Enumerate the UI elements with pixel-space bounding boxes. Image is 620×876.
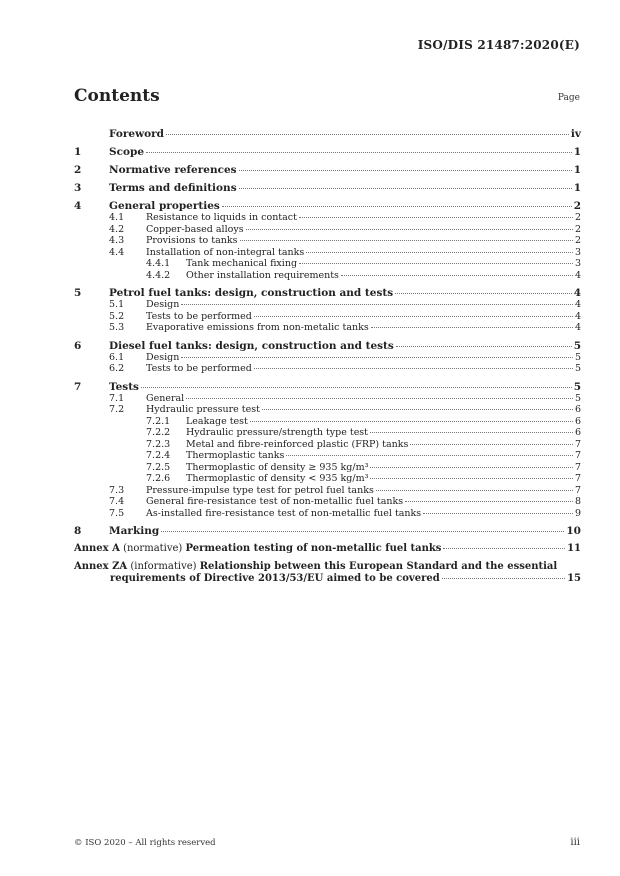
page-number: iii: [570, 837, 580, 848]
toc-entry-number: 1: [74, 146, 82, 158]
toc-entry-number: 5.1: [109, 299, 125, 310]
toc-entry-page: 7: [574, 450, 581, 461]
toc-entry-number: 7: [74, 380, 82, 393]
toc-entry-title: Installation of non-integral tanks: [146, 246, 305, 258]
toc-entry-title: Leakage test: [186, 415, 248, 427]
toc-entry[interactable]: [74, 164, 581, 176]
toc-entry-number: 7.4: [109, 496, 125, 507]
toc-entry-title: Design: [146, 351, 180, 363]
annex-kind: (informative): [130, 561, 197, 572]
dot-leader: [181, 357, 573, 358]
toc-entry-title: Hydraulic pressure test: [146, 404, 260, 415]
toc-entry-number: 7.2: [109, 404, 125, 415]
toc-entry-page: 1: [573, 146, 581, 158]
toc-entry-title: General fire-resistance test of non-metallic fuel tanks: [146, 496, 404, 507]
toc-entry-title: Diesel fuel tanks: design, construction and tests: [109, 339, 394, 352]
annex-first-line: [74, 543, 581, 555]
dot-leader: [395, 293, 572, 294]
toc-entry-number: 6: [74, 339, 82, 352]
toc-entry-page: 6: [574, 427, 581, 438]
toc-entry-page: 7: [574, 473, 581, 484]
dot-leader: [306, 252, 573, 253]
toc-entry-title: Thermoplastic of density < 935 kg/m³: [186, 473, 369, 484]
toc-entry-title: Tests to be performed: [146, 310, 252, 322]
document-id: ISO/DIS 21487:2020(E): [417, 38, 580, 52]
toc-entry-number: 3: [74, 182, 82, 194]
toc-entry-title: Hydraulic pressure/strength type test: [186, 427, 369, 438]
toc-entry-page: 6: [574, 404, 581, 415]
toc-entry-number: 8: [74, 525, 82, 537]
toc-entry[interactable]: [74, 485, 581, 497]
dot-leader: [299, 217, 573, 218]
toc-entry-number: 6.2: [109, 363, 125, 374]
dot-leader: [181, 304, 573, 305]
annex-continuation: [74, 573, 581, 585]
toc-entry[interactable]: [74, 224, 581, 236]
toc-entry-title: Metal and fibre-reinforced plastic (FRP) tanks: [186, 438, 409, 450]
annex-heading: [74, 543, 441, 555]
toc-entry-number: 4.3: [109, 235, 125, 246]
toc-entry-title: Resistance to liquids in contact: [146, 212, 297, 223]
copyright-footer: © ISO 2020 – All rights reserved: [74, 838, 216, 848]
dot-leader: [286, 455, 573, 456]
annex-page: 11: [567, 543, 581, 554]
toc-entry-title: Provisions to tanks: [146, 235, 238, 246]
toc-entry-number: 7.2.2: [146, 427, 171, 438]
toc-entry-page: 10: [566, 525, 581, 537]
annex-label: Annex ZA: [74, 561, 128, 572]
toc-entry[interactable]: [74, 416, 581, 428]
toc-entry[interactable]: [74, 270, 581, 282]
toc-entry[interactable]: [74, 439, 581, 451]
toc-entry-page: 4: [574, 299, 581, 310]
dot-leader: [370, 432, 573, 433]
toc-entry-title: Thermoplastic tanks: [186, 450, 285, 461]
toc-entry-page: 2: [574, 212, 581, 223]
dot-leader: [146, 152, 572, 153]
toc-entry-page: 9: [574, 507, 581, 519]
toc-entry-number: 4.1: [109, 212, 125, 223]
toc-entry-page: 7: [574, 438, 581, 450]
toc-entry-number: 7.2.5: [146, 461, 171, 473]
toc-entry-title: As-installed fire-resistance test of non-metallic fuel tanks: [146, 507, 422, 519]
dot-leader: [254, 368, 573, 369]
dot-leader: [239, 188, 572, 189]
toc-entry-title: Copper-based alloys: [146, 223, 244, 235]
toc-entry-page: 4: [574, 322, 581, 333]
toc-entry-title: Foreword: [109, 128, 165, 140]
toc-entry-page: 3: [574, 258, 581, 269]
toc-entry-title: Tank mechanical fixing: [186, 258, 298, 269]
toc-entry-page: 5: [574, 392, 581, 404]
toc-entry[interactable]: [74, 393, 581, 405]
dot-leader: [186, 398, 573, 399]
toc-entry-page: 1: [573, 182, 581, 194]
dot-leader: [239, 170, 572, 171]
dot-leader: [222, 206, 572, 207]
toc-entry-page: 4: [573, 287, 581, 299]
toc-entry-title: Petrol fuel tanks: design, construction and tests: [109, 287, 394, 299]
toc-entry-number: 5: [74, 287, 82, 299]
toc-entry[interactable]: [74, 287, 581, 299]
toc-entry-page: 7: [574, 484, 581, 496]
annex-kind: (normative): [123, 543, 183, 554]
toc-entry-number: 6.1: [109, 351, 125, 363]
toc-entry-page: 2: [574, 235, 581, 246]
toc-entry[interactable]: [74, 473, 581, 485]
toc-entry[interactable]: [74, 311, 581, 323]
toc-entry-page: 5: [573, 380, 581, 393]
toc-entry-number: 7.2.3: [146, 438, 171, 450]
dot-leader: [161, 531, 564, 532]
toc-entry-title: Tests: [109, 380, 139, 393]
dot-leader: [370, 467, 573, 468]
toc-entry-title: Design: [146, 299, 180, 310]
toc-entry[interactable]: [74, 128, 581, 140]
contents-title: Contents: [74, 86, 160, 106]
toc-entry-number: 4: [74, 200, 82, 212]
toc-annex-entry[interactable]: [74, 561, 581, 585]
toc-entry-title: General: [146, 392, 185, 404]
toc-entry-number: 7.2.6: [146, 473, 171, 484]
dot-leader: [166, 134, 569, 135]
annex-label: Annex A: [74, 543, 120, 554]
dot-leader: [240, 240, 573, 241]
dot-leader: [299, 263, 573, 264]
dot-leader: [262, 409, 573, 410]
annex-heading: [74, 561, 557, 573]
toc-entry-page: 1: [573, 164, 581, 176]
toc-entry-number: 2: [74, 164, 82, 176]
toc-entry-title: General properties: [109, 200, 220, 212]
annex-title: Relationship between this European Standard and the essential: [199, 561, 558, 572]
toc-entry[interactable]: [74, 450, 581, 462]
annex-page: 15: [567, 573, 581, 584]
toc-entry-title: Marking: [109, 525, 160, 537]
toc-entry-page: 4: [574, 269, 581, 281]
page-column-label: Page: [557, 93, 580, 103]
table-of-contents: [74, 122, 581, 585]
toc-entry-page: 5: [574, 351, 581, 363]
toc-entry-number: 7.3: [109, 484, 125, 496]
toc-entry[interactable]: [74, 247, 581, 259]
toc-entry[interactable]: [74, 352, 581, 364]
toc-entry[interactable]: [74, 299, 581, 311]
toc-entry-page: iv: [570, 128, 581, 140]
toc-entry-page: 3: [574, 246, 581, 258]
dot-leader: [250, 421, 573, 422]
toc-entry-number: 5.2: [109, 310, 125, 322]
toc-entry[interactable]: [74, 496, 581, 508]
toc-entry[interactable]: [74, 381, 581, 393]
dot-leader: [396, 346, 572, 347]
dot-leader: [442, 578, 565, 579]
dot-leader: [141, 387, 572, 388]
toc-entry[interactable]: [74, 404, 581, 416]
dot-leader: [376, 490, 573, 491]
toc-entry-title: Normative references: [109, 164, 237, 176]
toc-entry[interactable]: [74, 363, 581, 375]
toc-entry-number: 4.4.2: [146, 269, 171, 281]
dot-leader: [405, 501, 573, 502]
toc-entry[interactable]: [74, 508, 581, 520]
toc-entry-number: 5.3: [109, 322, 125, 333]
toc-entry[interactable]: [74, 525, 581, 537]
toc-entry-page: 2: [573, 200, 581, 212]
toc-entry[interactable]: [74, 235, 581, 247]
annex-title: Permeation testing of non-metallic fuel tanks: [185, 543, 442, 554]
toc-annex-entry[interactable]: [74, 543, 581, 555]
toc-entry-number: 7.2.1: [146, 415, 171, 427]
toc-entry-page: 5: [573, 339, 581, 352]
toc-entry[interactable]: [74, 146, 581, 158]
toc-entry-title: Terms and definitions: [109, 182, 237, 194]
toc-entry-number: 7.5: [109, 507, 125, 519]
dot-leader: [443, 548, 565, 549]
toc-entry-page: 5: [574, 363, 581, 374]
toc-entry-page: 6: [574, 415, 581, 427]
toc-entry[interactable]: [74, 427, 581, 439]
dot-leader: [341, 275, 573, 276]
toc-entry-title: Tests to be performed: [146, 363, 252, 374]
toc-entries: [74, 128, 581, 537]
toc-entry[interactable]: [74, 200, 581, 212]
toc-entry-page: 7: [574, 461, 581, 473]
toc-entry-page: 8: [574, 496, 581, 507]
toc-entry[interactable]: [74, 462, 581, 474]
toc-entry-page: 2: [574, 223, 581, 235]
dot-leader: [254, 316, 573, 317]
toc-entry-number: 4.2: [109, 223, 125, 235]
toc-annexes: [74, 543, 581, 585]
dot-leader: [370, 478, 573, 479]
annex-title-continued: requirements of Directive 2013/53/EU aimed to be covered: [110, 573, 440, 584]
toc-entry-title: Evaporative emissions from non-metalic tanks: [146, 322, 369, 333]
dot-leader: [410, 444, 573, 445]
toc-entry[interactable]: [74, 258, 581, 270]
toc-entry[interactable]: [74, 212, 581, 224]
dot-leader: [423, 513, 573, 514]
dot-leader: [371, 327, 573, 328]
toc-entry-title: Thermoplastic of density ≥ 935 kg/m³: [186, 461, 369, 473]
toc-entry-title: Pressure-impulse type test for petrol fuel tanks: [146, 484, 374, 496]
toc-entry-number: 4.4.1: [146, 258, 171, 269]
toc-entry[interactable]: [74, 340, 581, 352]
toc-entry[interactable]: [74, 322, 581, 334]
toc-entry-number: 7.1: [109, 392, 125, 404]
toc-entry-page: 4: [574, 310, 581, 322]
toc-entry-number: 7.2.4: [146, 450, 171, 461]
toc-entry-number: 4.4: [109, 246, 125, 258]
dot-leader: [246, 229, 573, 230]
toc-entry-title: Scope: [109, 146, 145, 158]
toc-entry-title: Other installation requirements: [186, 269, 339, 281]
annex-first-line: [74, 561, 581, 573]
toc-entry[interactable]: [74, 182, 581, 194]
